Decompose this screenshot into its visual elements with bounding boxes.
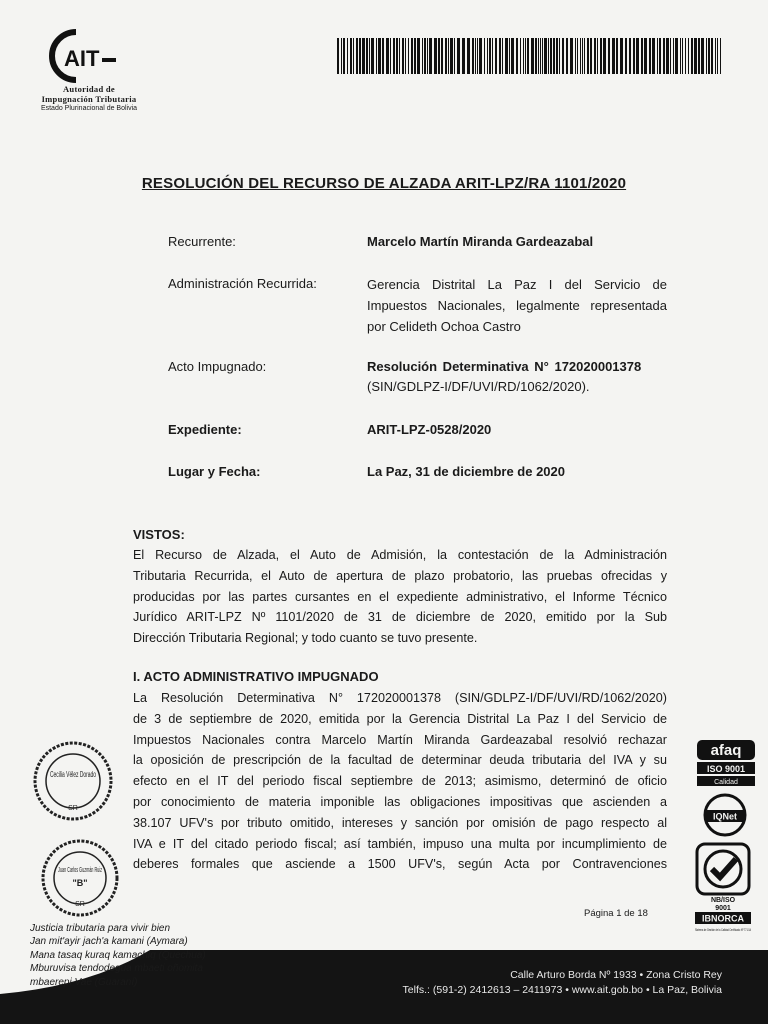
barcode-bar [717, 38, 718, 74]
barcode-bar [393, 38, 395, 74]
stamp2-mark: "B" [72, 878, 88, 888]
page-number: Página 1 de 18 [584, 908, 648, 919]
barcode-bar [353, 38, 354, 74]
expediente-label: Expediente: [168, 422, 242, 437]
section1-line: 38.107 UFV's por tributo omitido, intereses y sanción por omisión de pago respecto al [133, 815, 667, 830]
barcode-bar [527, 38, 529, 74]
expediente-value: ARIT-LPZ-0528/2020 [367, 422, 492, 437]
barcode-bar [511, 38, 514, 74]
barcode-bar [366, 38, 368, 74]
stamp2-name: Juan Carlos Guzmán Ruiz [58, 865, 103, 874]
barcode-bar [580, 38, 581, 74]
barcode-bar [562, 38, 564, 74]
barcode-bar [663, 38, 665, 74]
barcode-bar [390, 38, 391, 74]
slogan-line: Mburuvisa tendodegua mbaeti oñomita [30, 963, 203, 975]
barcode-bar [698, 38, 700, 74]
barcode-bar [337, 38, 339, 74]
slogan-line: Mana tasaq kuraq kamachiq (Quechua) [30, 949, 206, 961]
iqnet-badge [697, 793, 753, 837]
barcode-bar [487, 38, 488, 74]
barcode-bar [523, 38, 524, 74]
barcode-bar [341, 38, 342, 74]
ait-logo [30, 28, 160, 112]
barcode-bar [402, 38, 404, 74]
ibnorca-text: IBNORCA [702, 913, 744, 924]
official-stamp-1 [32, 740, 114, 822]
barcode-bar [670, 38, 671, 74]
barcode-bar [603, 38, 606, 74]
barcode-bar [429, 38, 432, 74]
ibnorca-sub-text: Sistema de Gestión de la Calidad Certificado Nº 771/14 [695, 927, 752, 932]
barcode-bar [362, 38, 365, 74]
barcode-bar [577, 38, 578, 74]
stamp1-name: Cecilia Vélez Dorado [50, 770, 97, 779]
barcode-bar [531, 38, 534, 74]
barcode-bar [616, 38, 618, 74]
footer-contact [400, 968, 722, 998]
document-title [0, 175, 768, 192]
barcode-bar [582, 38, 583, 74]
barcode-bar [659, 38, 661, 74]
barcode-bar [417, 38, 420, 74]
vistos-line: Dirección Tributaria Regional; y todo cuanto se tuvo presente. [133, 631, 478, 646]
afaq-text: afaq [710, 742, 742, 759]
slogan-line: Justicia tributaria para vivir bien [30, 923, 171, 934]
barcode-bar [399, 38, 400, 74]
vistos-paragraph [133, 545, 667, 649]
barcode-bar [343, 38, 345, 74]
barcode-bar [652, 38, 655, 74]
afaq-iso-text: ISO 9001 [706, 764, 746, 774]
barcode-bar [438, 38, 440, 74]
barcode-bar [454, 38, 455, 74]
barcode-bar [682, 38, 683, 74]
acto-label: Acto Impugnado: [168, 359, 267, 374]
section1-paragraph [133, 688, 667, 875]
recurrente-value: Marcelo Martín Miranda Gardeazabal [367, 234, 594, 249]
administracion-value: Gerencia Distrital La Paz I del Servicio de Impuestos Nacionales, legalmente representada por Celideth Ochoa Castro [367, 277, 667, 334]
barcode-bar [434, 38, 437, 74]
barcode-bar [629, 38, 631, 74]
ibnorca-badge [694, 842, 756, 940]
barcode-bar [620, 38, 623, 74]
vistos-line: producidas por las partes cursantes en el expediente administrativo, el Informe Técnico [133, 589, 667, 604]
section1-line: IVA e IT del citado periodo fiscal; así también, impuso una multa por incumplimiento de [133, 836, 667, 851]
barcode-bar [405, 38, 406, 74]
barcode-bar [411, 38, 413, 74]
barcode-bar [427, 38, 428, 74]
barcode-bar [347, 38, 348, 74]
barcode-bar [414, 38, 416, 74]
section1-line: deberes formales que asciende a 1500 UFV's, según Acta por Contravenciones [133, 857, 667, 872]
barcode-bar [575, 38, 576, 74]
footer-phones: Telfs.: (591-2) 2412613 – 2411973 • www.ait.gob.bo • La Paz, Bolivia [402, 984, 722, 996]
lugar-fecha-value: La Paz, 31 de diciembre de 2020 [367, 464, 565, 479]
barcode-bar [548, 38, 549, 74]
barcode-bar [641, 38, 643, 74]
barcode-bar [422, 38, 423, 74]
barcode-bar [680, 38, 681, 74]
barcode-bar [594, 38, 596, 74]
acto-value-line2: (SIN/GDLPZ-I/DF/UVI/RD/1062/2020). [367, 379, 590, 394]
barcode-bar [472, 38, 474, 74]
barcode-bar [408, 38, 409, 74]
barcode-bar [691, 38, 693, 74]
vistos-line: El Recurso de Alzada, el Auto de Admisión, la contestación de la Administración [133, 548, 667, 562]
afaq-sub-text: Calidad [714, 779, 738, 786]
recurrente-label: Recurrente: [168, 234, 236, 249]
section1-line: Impuestos Nacionales contra Marcelo Martín Miranda Gardeazabal resolvió rechazar [133, 732, 667, 747]
official-stamp-2 [40, 838, 120, 918]
barcode-bar [538, 38, 539, 74]
barcode-bar [499, 38, 501, 74]
barcode-bar [633, 38, 635, 74]
barcode-bar [441, 38, 443, 74]
barcode-bar [467, 38, 470, 74]
barcode-bar [492, 38, 493, 74]
logo-line1: Autoridad de [62, 84, 115, 94]
barcode-bar [448, 38, 449, 74]
section1-line: efecto en el IT del periodo fiscal septiembre de 2013; asimismo, determinó de oficio [133, 774, 667, 789]
barcode-bar [566, 38, 568, 74]
barcode-bar [520, 38, 521, 74]
vistos-heading: VISTOS: [133, 527, 185, 542]
barcode-bar [590, 38, 592, 74]
barcode-bar [509, 38, 510, 74]
barcode-bar [688, 38, 689, 74]
barcode-bar [477, 38, 478, 74]
barcode-bar [608, 38, 610, 74]
barcode-bar [369, 38, 370, 74]
lugar-fecha-label: Lugar y Fecha: [168, 464, 261, 479]
barcode-bar [550, 38, 552, 74]
barcode-bar [625, 38, 627, 74]
barcode [337, 38, 721, 74]
iqnet-text: IQNet [712, 811, 738, 822]
section1-line: La Resolución Determinativa N° 172020001378 (SIN/GDLPZ-I/DF/UVI/RD/1062/2020) [133, 691, 667, 705]
barcode-bar [553, 38, 555, 74]
barcode-bar [556, 38, 558, 74]
stamp2-sr: SR [75, 901, 85, 908]
barcode-bar [424, 38, 426, 74]
barcode-bar [600, 38, 602, 74]
footer-address: Calle Arturo Borda Nº 1933 • Zona Cristo Rey [510, 969, 722, 981]
barcode-bar [720, 38, 721, 74]
barcode-bar [540, 38, 541, 74]
barcode-bar [544, 38, 547, 74]
barcode-bar [386, 38, 389, 74]
barcode-bar [505, 38, 508, 74]
barcode-bar [673, 38, 674, 74]
barcode-bar [694, 38, 697, 74]
logo-line3: Estado Plurinacional de Bolivia [40, 105, 138, 112]
barcode-bar [457, 38, 460, 74]
barcode-bar [711, 38, 713, 74]
barcode-bar [371, 38, 374, 74]
slogan-line: mbaerepi Vae (Guaraní) [30, 976, 138, 988]
barcode-bar [376, 38, 377, 74]
barcode-bar [675, 38, 678, 74]
stamp1-sr: SR [68, 805, 78, 812]
logo-line2: Impugnación Tributaria [41, 94, 137, 104]
barcode-bar [649, 38, 651, 74]
barcode-bar [666, 38, 669, 74]
barcode-bar [445, 38, 447, 74]
afaq-badge [697, 740, 755, 790]
barcode-bar [584, 38, 585, 74]
barcode-bar [636, 38, 639, 74]
barcode-bar [597, 38, 598, 74]
nb-line2: 9001 [715, 905, 731, 912]
vistos-line: Jurídico ARIT-LPZ Nº 1101/2020 de 31 de diciembre de 2020, emitido por la Sub [133, 610, 667, 625]
barcode-bar [587, 38, 589, 74]
barcode-bar [450, 38, 453, 74]
section1-line: de 3 de septiembre de 2020, emitida por la Gerencia Distrital La Paz I del Servicio de [133, 711, 667, 726]
barcode-bar [378, 38, 381, 74]
barcode-bar [475, 38, 476, 74]
barcode-bar [489, 38, 491, 74]
barcode-bar [462, 38, 465, 74]
barcode-bar [356, 38, 358, 74]
barcode-bar [382, 38, 384, 74]
barcode-bar [542, 38, 543, 74]
title-text: RESOLUCIÓN DEL RECURSO DE ALZADA ARIT-LPZ/RA 1101/2020 [141, 175, 627, 192]
barcode-bar [525, 38, 526, 74]
barcode-bar [479, 38, 482, 74]
administracion-label: Administración Recurrida: [168, 276, 317, 291]
barcode-bar [644, 38, 647, 74]
barcode-bar [706, 38, 707, 74]
section1-line: la oposición de prescripción de la facultad de determinar deuda tributaria del IVA y su [133, 753, 667, 768]
barcode-bar [685, 38, 686, 74]
barcode-bar [559, 38, 560, 74]
barcode-bar [715, 38, 716, 74]
barcode-bar [502, 38, 503, 74]
barcode-bar [396, 38, 398, 74]
barcode-bar [359, 38, 361, 74]
slogan-line: Jan mit'ayir jach'a kamani (Aymara) [30, 936, 188, 948]
barcode-bar [708, 38, 710, 74]
barcode-bar [535, 38, 537, 74]
vistos-line: Tributaria Recurrida, el Auto de apertura de plazo probatorio, las pruebas ofrecidas y [133, 568, 667, 583]
section1-line: por conocimiento de materia imponible las obligaciones impositivas que ascienden a [133, 794, 667, 809]
logo-text: AIT [64, 46, 100, 71]
barcode-bar [516, 38, 518, 74]
acto-value-line1: Resolución Determinativa N° 172020001378 [367, 359, 642, 374]
barcode-bar [612, 38, 615, 74]
nb-line1: NB/ISO [710, 897, 736, 904]
barcode-bar [657, 38, 658, 74]
section1-heading: I. ACTO ADMINISTRATIVO IMPUGNADO [133, 669, 379, 684]
barcode-bar [570, 38, 573, 74]
barcode-bar [350, 38, 352, 74]
barcode-bar [701, 38, 704, 74]
ait-logo-mark [30, 28, 150, 84]
barcode-bar [495, 38, 497, 74]
footer-slogans [30, 922, 206, 989]
barcode-bar [484, 38, 485, 74]
